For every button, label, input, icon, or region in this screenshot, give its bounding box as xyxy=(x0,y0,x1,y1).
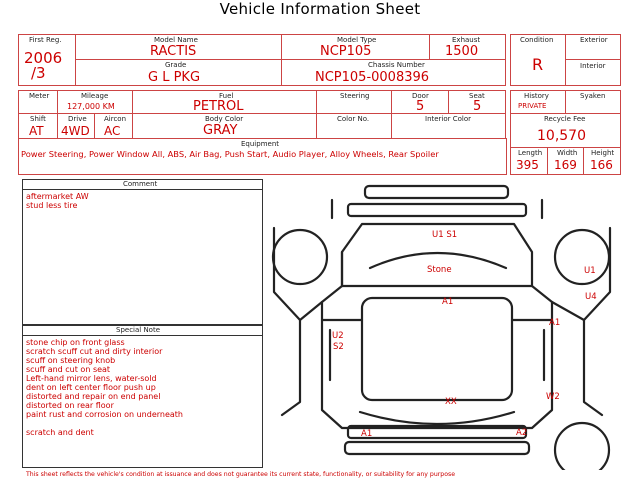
footer-disclaimer: This sheet reflects the vehicle's condition at issuance and does not guarantee its current state, functionality, or suitability for any purpose xyxy=(26,471,456,478)
rear-window-arc xyxy=(360,412,514,424)
length-label: Length xyxy=(518,149,543,157)
fuel-label: Fuel xyxy=(219,92,234,100)
fuel-value: PETROL xyxy=(193,99,244,114)
left-side-panel xyxy=(274,228,300,415)
seat-label: Seat xyxy=(469,92,485,100)
meter-cell xyxy=(18,90,58,114)
first-reg-month: /3 xyxy=(31,64,46,82)
damage-mark: A1 xyxy=(549,318,561,328)
seat-cell xyxy=(448,90,506,114)
width-label: Width xyxy=(557,149,578,157)
front-right-wheel xyxy=(555,230,609,284)
front-left-wheel xyxy=(273,230,327,284)
special-note-header xyxy=(23,326,262,336)
height-cell xyxy=(583,147,621,175)
model-name-value: RACTIS xyxy=(150,44,197,59)
syaken-label: Syaken xyxy=(580,92,606,100)
body-outline xyxy=(322,252,552,428)
damage-mark: U1 xyxy=(584,266,596,276)
color-no-cell xyxy=(316,113,392,139)
aircon-cell xyxy=(94,113,133,139)
damage-mark: U1 S1 xyxy=(432,230,458,240)
history-cell xyxy=(510,90,566,114)
special-note-line: scuff and cut on seat xyxy=(26,365,111,374)
door-label: Door xyxy=(412,92,429,100)
comment-line: stud less tire xyxy=(26,201,78,210)
steering-label: Steering xyxy=(340,92,370,100)
body-color-label: Body Color xyxy=(205,115,244,123)
history-label: History xyxy=(524,92,549,100)
model-type-cell xyxy=(281,34,430,60)
damage-mark: S2 xyxy=(333,342,344,352)
exhaust-cell xyxy=(429,34,506,60)
comment-header xyxy=(23,180,262,190)
aircon-label: Aircon xyxy=(104,115,127,123)
width-value: 169 xyxy=(554,158,577,172)
mileage-label: Mileage xyxy=(81,92,109,100)
car-damage-diagram xyxy=(270,180,635,470)
exterior-cell xyxy=(565,34,621,60)
color-no-label: Color No. xyxy=(337,115,370,123)
seat-value: 5 xyxy=(473,99,482,114)
grade-value: G L PKG xyxy=(148,70,201,85)
damage-mark: U2 xyxy=(332,331,344,341)
height-label: Height xyxy=(591,149,615,157)
first-reg-label: First Reg. xyxy=(29,36,62,44)
special-note-line: stone chip on front glass xyxy=(26,338,125,347)
damage-mark: XX xyxy=(445,397,457,407)
recycle-fee-value: 10,570 xyxy=(537,128,586,144)
interior-cell xyxy=(565,59,621,86)
grade-cell xyxy=(75,59,282,86)
damage-mark: A2 xyxy=(516,428,528,438)
door-value: 5 xyxy=(416,99,425,114)
drive-label: Drive xyxy=(68,115,87,123)
damage-mark: A1 xyxy=(361,429,373,439)
special-note-line: distorted on rear floor xyxy=(26,401,114,410)
special-note-line: scuff on steering knob xyxy=(26,356,116,365)
special-note-line: Left-hand mirror lens, water-sold xyxy=(26,374,157,383)
shift-value: AT xyxy=(29,124,44,138)
mileage-cell xyxy=(57,90,133,114)
height-value: 166 xyxy=(590,158,613,172)
interior-color-label: Interior Color xyxy=(425,115,472,123)
damage-mark: A1 xyxy=(442,297,454,307)
model-name-label: Model Name xyxy=(154,36,198,44)
special-note-box xyxy=(22,325,263,468)
comment-box xyxy=(22,179,263,325)
chassis-number-value: NCP105-0008396 xyxy=(315,70,430,85)
fuel-cell xyxy=(132,90,317,114)
model-type-value: NCP105 xyxy=(320,44,372,59)
interior-color-cell xyxy=(391,113,506,139)
exhaust-label: Exhaust xyxy=(452,36,481,44)
damage-mark: U4 xyxy=(585,292,597,302)
model-type-label: Model Type xyxy=(337,36,377,44)
interior-label: Interior xyxy=(580,62,606,70)
special-note-line: distorted and repair on end panel xyxy=(26,392,161,401)
length-cell xyxy=(510,147,548,175)
front-bumper xyxy=(365,186,508,198)
length-value: 395 xyxy=(516,158,539,172)
damage-mark: Stone xyxy=(427,265,452,275)
left-door-line xyxy=(300,302,322,320)
special-note-line: scratch and dent xyxy=(26,428,94,437)
roof-panel xyxy=(362,298,512,400)
exhaust-value: 1500 xyxy=(445,44,479,59)
syaken-cell xyxy=(565,90,621,114)
right-side-panel xyxy=(584,228,610,415)
history-value: PRIVATE xyxy=(518,102,547,110)
aircon-value: AC xyxy=(104,124,121,138)
grade-label: Grade xyxy=(165,61,187,69)
body-color-value: GRAY xyxy=(203,123,238,138)
comment-label: Comment xyxy=(123,180,158,188)
comment-line: aftermarket AW xyxy=(26,192,89,201)
model-name-cell xyxy=(75,34,282,60)
first-reg-year: 2006 xyxy=(24,49,63,67)
drive-value: 4WD xyxy=(61,124,90,138)
exterior-label: Exterior xyxy=(580,36,608,44)
recycle-fee-label: Recycle Fee xyxy=(544,115,586,123)
width-cell xyxy=(547,147,584,175)
condition-value: R xyxy=(532,55,544,74)
special-note-line: dent on left center floor push up xyxy=(26,383,156,392)
equipment-value: Power Steering, Power Window All, ABS, Air Bag, Push Start, Audio Player, Alloy Wheels, Rear Spoiler xyxy=(21,149,439,159)
page-title: Vehicle Information Sheet xyxy=(219,0,421,18)
equipment-cell xyxy=(18,138,507,175)
rear-bumper xyxy=(345,442,529,454)
rear-right-wheel xyxy=(555,423,609,470)
special-note-line: scratch scuff cut and dirty interior xyxy=(26,347,163,356)
meter-label: Meter xyxy=(29,92,50,100)
first-reg-cell xyxy=(18,34,76,86)
steering-cell xyxy=(316,90,392,114)
door-cell xyxy=(391,90,449,114)
drive-cell xyxy=(57,113,95,139)
condition-cell xyxy=(510,34,566,86)
recycle-fee-cell xyxy=(510,113,621,148)
damage-mark: W2 xyxy=(546,392,560,402)
shift-cell xyxy=(18,113,58,139)
special-note-label: Special Note xyxy=(116,326,161,334)
mileage-value: 127,000 KM xyxy=(67,102,115,111)
body-color-cell xyxy=(132,113,317,139)
equipment-label: Equipment xyxy=(241,140,279,148)
chassis-number-label: Chassis Number xyxy=(368,61,425,69)
special-note-line: paint rust and corrosion on underneath xyxy=(26,410,183,419)
chassis-number-cell xyxy=(281,59,506,86)
shift-label: Shift xyxy=(30,115,46,123)
condition-label: Condition xyxy=(520,36,554,44)
front-grille xyxy=(348,204,526,216)
